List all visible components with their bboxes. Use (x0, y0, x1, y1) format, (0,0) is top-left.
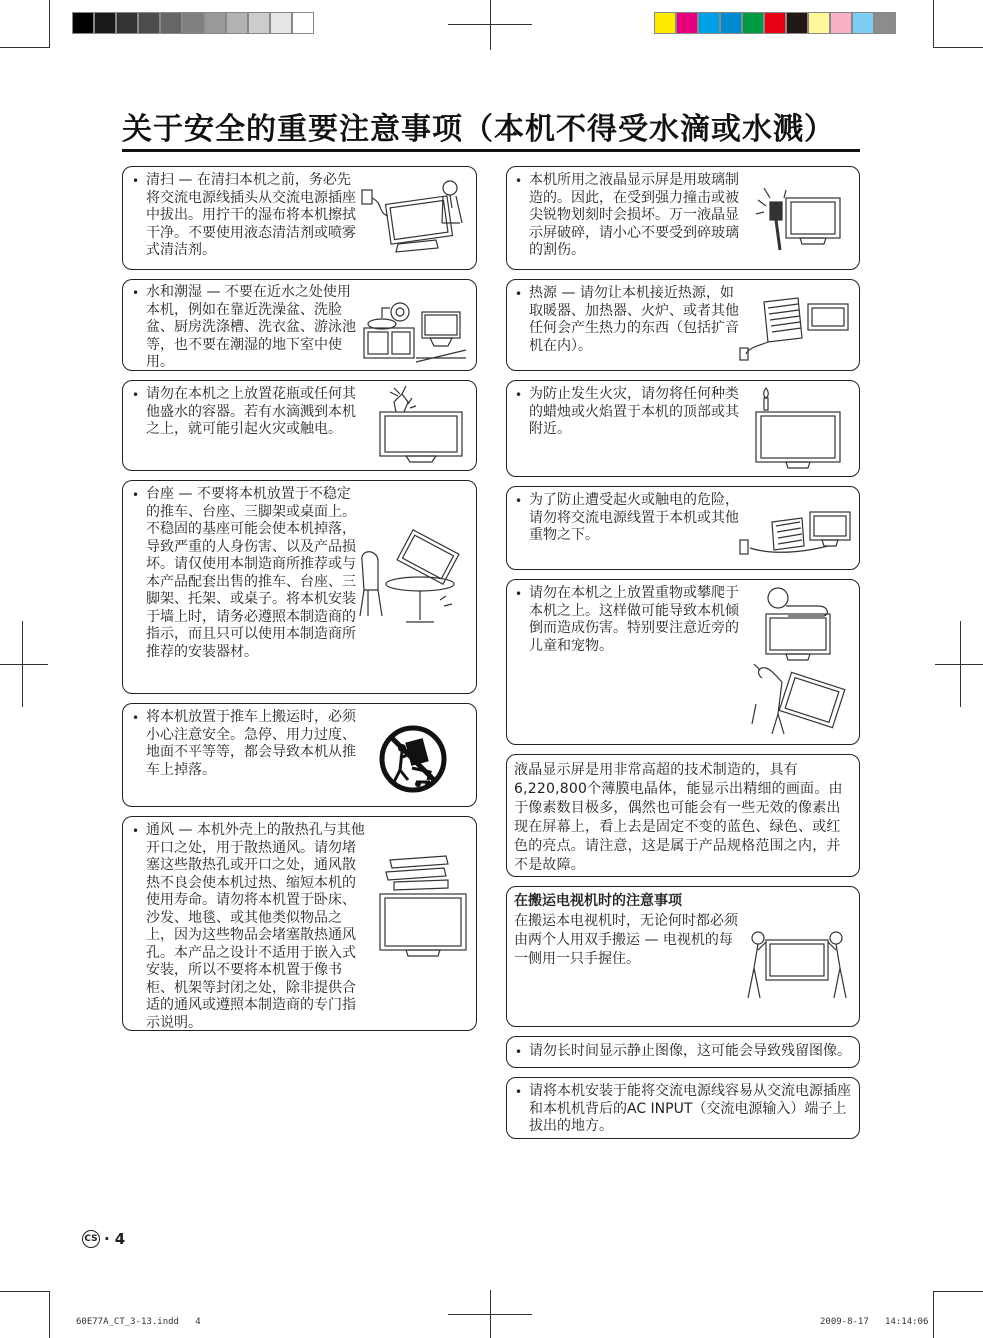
color-swatch (138, 12, 160, 34)
crop-mark (933, 47, 983, 48)
tv-candle-icon (752, 384, 844, 470)
bullet: • (132, 824, 140, 838)
bullet: • (515, 1045, 523, 1059)
color-swatch (204, 12, 226, 34)
still-image-text: 请勿长时间显示静止图像，这可能会导致残留图像。 (529, 1043, 851, 1059)
candle-text: 为防止发生火灾，请勿将任何种类的蜡烛或火焰置于本机的顶部或其附近。 (529, 386, 739, 437)
crop-mark (448, 1314, 532, 1315)
color-swatch (786, 12, 808, 34)
color-swatch (874, 12, 896, 34)
cleaning-text: 清扫 — 在清扫本机之前，务必先将交流电源线插头从交流电源插座中拔出。用拧干的湿布将本机擦拭干净。不要使用液态清洁剂或喷雾式清洁剂。 (146, 172, 356, 258)
bullet: • (132, 711, 140, 725)
washing-area-icon (360, 290, 470, 364)
grayscale-bar (72, 12, 314, 34)
page-separator: · (104, 1230, 110, 1248)
color-swatch (742, 12, 764, 34)
color-swatch (248, 12, 270, 34)
bullet: • (515, 287, 523, 301)
footer-file-info: 60E77A_CT_3-13.indd 4 (76, 1317, 201, 1327)
climb-text: 请勿在本机之上放置重物或攀爬于本机之上。这样做可能导致本机倾倒而造成伤害。特别要注意近旁的儿童和宠物。 (529, 585, 739, 654)
heat-text: 热源 — 请勿让本机接近热源，如取暖器、加热器、火炉、或者其他任何会产生热力的东西（包括扩音机在内）。 (529, 285, 739, 354)
crop-mark (933, 1291, 934, 1338)
tv-hammer-icon (746, 180, 850, 260)
cart-warning-icon (378, 724, 448, 794)
color-swatch (720, 12, 742, 34)
color-swatch (72, 12, 94, 34)
page-number (82, 1230, 125, 1248)
child-dog-icon (748, 584, 848, 738)
tv-falling-table-icon (356, 520, 472, 630)
bullet: • (132, 388, 140, 402)
bullet: • (515, 494, 523, 508)
tv-ventilation-icon (376, 852, 470, 962)
tv-vase-icon (372, 386, 468, 464)
ac-input-text: 请将本机安装于能将交流电源线容易从交流电源插座和本机机背后的AC INPUT（交流电源输入）端子上拔出的地方。 (529, 1083, 851, 1134)
color-swatch (160, 12, 182, 34)
glass-text: 本机所用之液晶显示屏是用玻璃制造的。因此，在受到强力撞击或被尖锐物划刻时会损坏。万一液晶显示屏破碎，请小心不要受到碎玻璃的割伤。 (529, 172, 739, 258)
crop-mark (0, 47, 50, 48)
cart-text: 将本机放置于推车上搬运时，必须小心注意安全。急停、用力过度、地面不平等等，都会导致本机从推车上掉落。 (146, 709, 356, 778)
ventilation-text: 通风 — 本机外壳上的散热孔与其他开口之处，用于散热通风。请勿堵塞这些散热孔或开口之处，通风散热不良会使本机过热、缩短本机的使用寿命。请勿将本机置于卧床、沙发、地毯、或其他类似物品之上，因为这些物品会堵塞散热通风孔。本产品之设计不适用于嵌入式安装，所以不要将本机置于像书柜、机架等封闭之处，除非提供合适的通风或遵照本制造商的专门指示说明。 (146, 822, 365, 1031)
crop-mark (933, 1291, 983, 1292)
color-swatch (830, 12, 852, 34)
color-swatch (182, 12, 204, 34)
color-bar (654, 12, 896, 34)
power-cord-icon (738, 504, 854, 560)
crop-mark (933, 0, 934, 48)
footer-timestamp: 2009-8-17 14:14:06 (820, 1317, 929, 1327)
vase-text: 请勿在本机之上放置花瓶或任何其他盛水的容器。若有水滴溅到本机之上，就可能引起火灾或触电。 (146, 386, 356, 437)
color-swatch (94, 12, 116, 34)
crop-mark (448, 24, 532, 25)
color-swatch (226, 12, 248, 34)
cs-badge: CS (82, 1230, 100, 1248)
color-swatch (676, 12, 698, 34)
bullet: • (132, 488, 140, 502)
color-swatch (292, 12, 314, 34)
color-swatch (270, 12, 292, 34)
bullet: • (132, 174, 140, 188)
page-title: 关于安全的重要注意事项（本机不得受水滴或水溅） (122, 112, 835, 147)
stand-text: 台座 — 不要将本机放置于不稳定的推车、台座、三脚架或桌面上。不稳固的基座可能会使本机掉落，导致严重的人身伤害、以及产品损坏。请仅使用本制造商所推荐或与本产品配套出售的推车、台座、三脚架、托架、或桌子。将本机安装于墙上时，请务必遵照本制造商的指示，而且只可以使用本制造商所推荐的安装器材。 (146, 486, 356, 660)
bullet: • (515, 388, 523, 402)
people-carrying-tv-icon (740, 926, 854, 1000)
color-swatch (764, 12, 786, 34)
bullet: • (515, 1085, 523, 1099)
bullet: • (515, 587, 523, 601)
tv-cleaning-icon (358, 178, 468, 260)
cord-text: 为了防止遭受起火或触电的危险，请勿将交流电源线置于本机或其他重物之下。 (529, 492, 739, 543)
color-swatch (654, 12, 676, 34)
page-number-value: 4 (114, 1230, 126, 1248)
crop-mark (49, 1291, 50, 1338)
crop-mark (49, 0, 50, 48)
water-text: 水和潮湿 — 不要在近水之处使用本机，例如在靠近洗澡盆、洗脸盆、厨房洗涤槽、洗衣盆、游泳池等，也不要在潮湿的地下室中使用。 (146, 284, 356, 370)
crop-mark (490, 0, 491, 50)
bullet: • (515, 174, 523, 188)
title-rule (122, 149, 860, 152)
color-swatch (808, 12, 830, 34)
heater-icon (738, 290, 854, 362)
crop-mark (935, 664, 983, 665)
carry-text: 在搬运本电视机时，无论何时都必须由两个人用双手搬运 — 电视机的每一侧用一只手握住。 (514, 913, 738, 967)
color-swatch (116, 12, 138, 34)
carry-title: 在搬运电视机时的注意事项 (514, 893, 682, 909)
lcd-note-text: 液晶显示屏是用非常高超的技术制造的，具有6,220,800个薄膜电晶体，能显示出精细的画面。由于像素数目极多，偶然也可能会有一些无效的像素出现在屏幕上，看上去是固定不变的蓝色、绿色、或红色的亮点。请注意，这是属于产品规格范围之内，并不是故障。 (514, 762, 843, 873)
color-swatch (852, 12, 874, 34)
crop-mark (0, 664, 48, 665)
bullet: • (132, 286, 140, 300)
color-swatch (698, 12, 720, 34)
crop-mark (0, 1291, 50, 1292)
